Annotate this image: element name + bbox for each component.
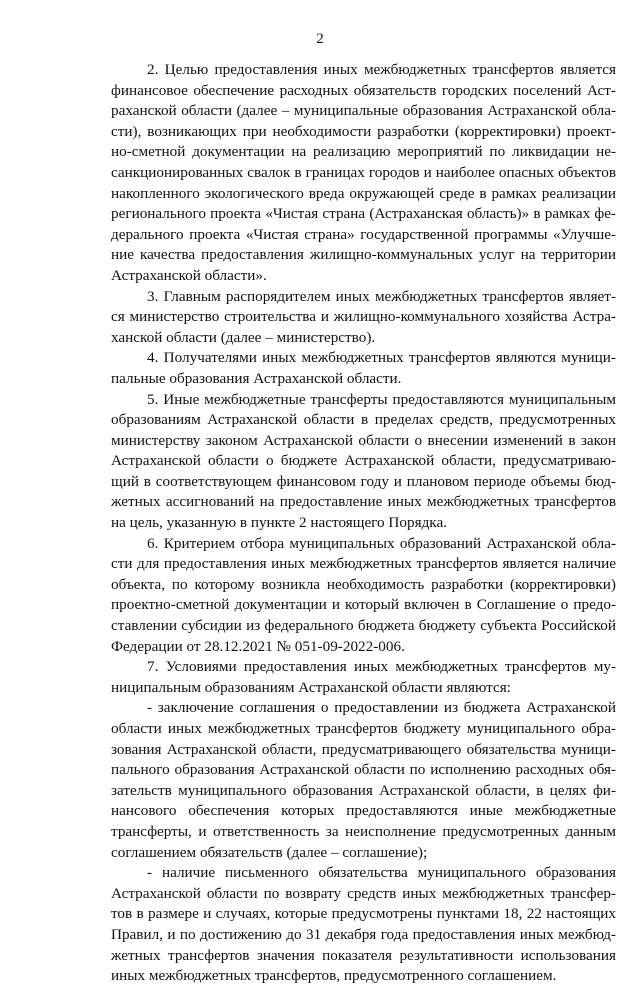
text-line: Правил, и по достижению до 31 декабря года предоставления иных межбюд- bbox=[111, 925, 616, 943]
text-line: министерству законом Астраханской области о внесении изменений в закон bbox=[111, 431, 616, 449]
paragraph-p7b bbox=[111, 863, 616, 987]
text-line: финансовое обеспечение расходных обязательств городских поселений Аст- bbox=[111, 81, 616, 99]
text-line: раханской области (далее – муниципальные образования Астраханской обла- bbox=[111, 102, 616, 120]
text-line: жетных трансфертов значения показателя результативности использования bbox=[111, 946, 616, 964]
text-line: Астраханской области». bbox=[111, 266, 267, 284]
text-line: 3. Главным распорядителем иных межбюджетных трансфертов являет- bbox=[147, 287, 616, 305]
text-line: жетных ассигнований на предоставление иных межбюджетных трансфертов bbox=[111, 493, 616, 511]
text-line: регионального проекта «Чистая страна (Астраханская область)» в рамках фе- bbox=[111, 205, 616, 223]
paragraph-p4 bbox=[111, 348, 616, 389]
paragraph-p7 bbox=[111, 657, 616, 698]
paragraph-p3 bbox=[111, 287, 616, 349]
text-line: соглашением обязательств (далее – соглашение); bbox=[111, 843, 428, 861]
text-line: но-сметной документации на реализацию мероприятий по ликвидации не- bbox=[111, 143, 616, 161]
text-line: пальные образования Астраханской области. bbox=[111, 369, 402, 387]
text-line: 4. Получателями иных межбюджетных трансфертов являются муници- bbox=[147, 349, 616, 367]
page-number: 2 bbox=[316, 31, 324, 47]
paragraph-p7a bbox=[111, 698, 616, 863]
text-line: - наличие письменного обязательства муниципального образования bbox=[147, 864, 616, 882]
text-line: Астраханской области о бюджете Астраханской области, предусматриваю- bbox=[111, 452, 616, 470]
text-line: щий в соответствующем финансовом году и плановом периоде объемы бюд- bbox=[111, 472, 616, 490]
text-line: зования Астраханской области, предусматривающего обязательства муници- bbox=[111, 740, 616, 758]
text-line: на цель, указанную в пункте 2 настоящего Порядка. bbox=[111, 514, 447, 532]
text-line: иных межбюджетных трансфертов, предусмотренного соглашением. bbox=[111, 967, 557, 985]
paragraph-p5 bbox=[111, 390, 616, 534]
document-body bbox=[111, 60, 616, 987]
text-line: проектно-сметной документации и который включен в Соглашение о предо- bbox=[111, 596, 616, 614]
text-line: сти), возникающих при необходимости разработки (корректировки) проект- bbox=[111, 122, 616, 140]
text-line: - заключение соглашения о предоставлении из бюджета Астраханской bbox=[147, 699, 616, 717]
text-line: 6. Критерием отбора муниципальных образований Астраханской обла- bbox=[147, 534, 616, 552]
text-line: 2. Целью предоставления иных межбюджетных трансфертов является bbox=[147, 61, 616, 78]
text-line: зательств муниципального образования Астраханской области, в целях фи- bbox=[111, 781, 616, 799]
paragraph-p6 bbox=[111, 534, 616, 658]
text-line: Астраханской области по возврату средств иных межбюджетных трансфер- bbox=[111, 884, 616, 902]
text-line: объекта, по которому возникла необходимость разработки (корректировки) bbox=[111, 575, 616, 593]
text-line: образованиям Астраханской области в пределах средств, предусмотренных bbox=[111, 411, 616, 429]
text-line: ние качества предоставления жилищно-коммунальных услуг на территории bbox=[111, 246, 616, 264]
text-line: санкционированных свалок в границах городов и наиболее опасных объектов bbox=[111, 163, 616, 181]
text-line: ся министерство строительства и жилищно-коммунального хозяйства Астра- bbox=[111, 308, 616, 326]
text-line: пального образования Астраханской области по исполнению расходных обя- bbox=[111, 761, 616, 779]
paragraph-p2 bbox=[111, 60, 616, 287]
text-line: накопленного экологического вреда окружающей среде в рамках реализации bbox=[111, 184, 616, 202]
text-line: дерального проекта «Чистая страна» государственной программы «Улучше- bbox=[111, 225, 616, 243]
text-line: ниципальным образованиям Астраханской области являются: bbox=[111, 678, 511, 696]
text-line: нансового обеспечения которых предоставляются иные межбюджетные bbox=[111, 802, 616, 820]
text-line: ставлении субсидии из федерального бюджета бюджету субъекта Российской bbox=[111, 617, 616, 635]
text-line: трансферты, и ответственность за неисполнение предусмотренных данным bbox=[111, 822, 616, 840]
text-line: 7. Условиями предоставления иных межбюджетных трансфертов му- bbox=[147, 658, 616, 676]
text-line: области иных межбюджетных трансфертов бюджету муниципального обра- bbox=[111, 720, 616, 737]
text-line: тов в размере и случаях, которые предусмотрены пунктами 18, 22 настоящих bbox=[111, 905, 616, 923]
text-line: Федерации от 28.12.2021 № 051-09-2022-006. bbox=[111, 637, 405, 655]
text-line: ханской области (далее – министерство). bbox=[111, 328, 376, 346]
text-line: 5. Иные межбюджетные трансферты предоставляются муниципальным bbox=[147, 390, 616, 408]
text-line: сти для предоставления иных межбюджетных трансфертов является наличие bbox=[111, 555, 616, 573]
